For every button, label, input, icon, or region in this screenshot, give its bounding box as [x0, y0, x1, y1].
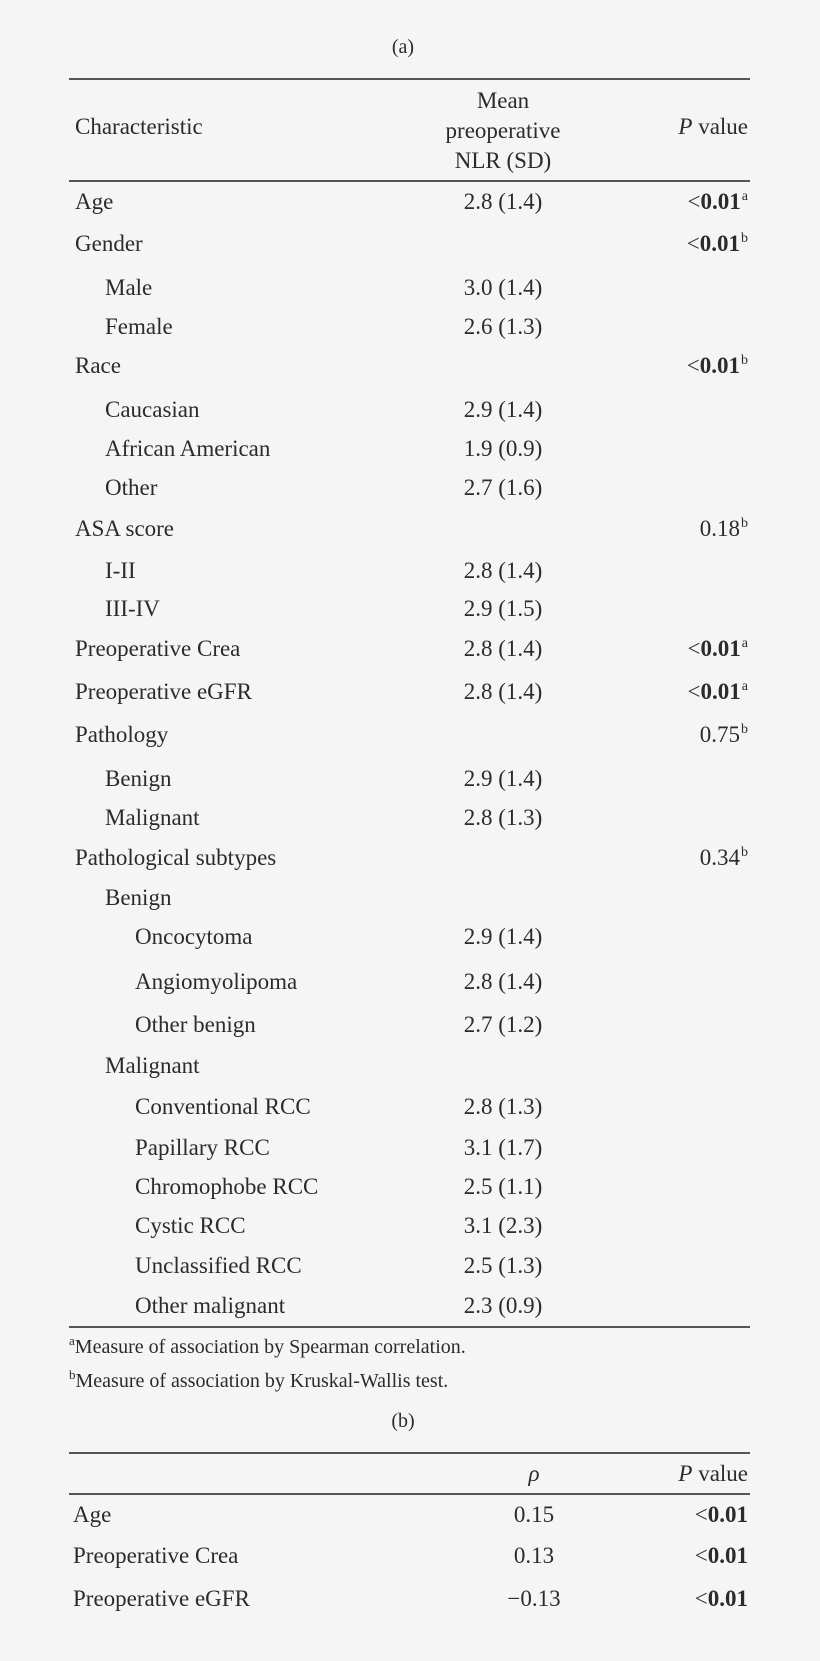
row-label: Male [105, 275, 153, 300]
table-row [69, 1005, 750, 1045]
row-p-value [747, 1046, 748, 1090]
row-p-value [747, 917, 748, 961]
p-bold: 0.01 [707, 1586, 748, 1611]
row-rho: 0.13 [513, 1543, 555, 1568]
row-mean-nlr: 2.8 (1.3) [463, 805, 543, 830]
header-p-rest: value [692, 114, 748, 139]
header-mean-line2: preoperative [445, 118, 561, 143]
p-bold: 0.01 [699, 353, 740, 378]
p-prefix: < [694, 1502, 708, 1527]
row-p-value [747, 1087, 748, 1131]
p-plain: 0.34 [699, 845, 740, 870]
row-p-value [747, 1005, 748, 1049]
footnote-a [69, 1333, 466, 1359]
p-plain: 0.18 [699, 516, 740, 541]
row-label: Other malignant [135, 1293, 286, 1318]
table-row [69, 390, 750, 430]
row-mean-nlr: 2.9 (1.4) [463, 397, 543, 422]
row-mean-nlr: 2.8 (1.4) [463, 558, 543, 583]
row-mean-nlr: 2.8 (1.4) [463, 189, 543, 214]
table-row [69, 629, 750, 669]
table-row [69, 878, 750, 918]
row-p-value [747, 1286, 748, 1330]
table-b-header [69, 1458, 750, 1490]
table-row [69, 1087, 750, 1127]
row-p-value [747, 1128, 748, 1172]
header-p-value [678, 114, 748, 140]
row-p-value [747, 1167, 748, 1211]
row-label: Pathological subtypes [75, 845, 277, 870]
p-prefix: < [687, 189, 701, 214]
p-prefix: < [687, 679, 701, 704]
p-footnote-mark: a [741, 679, 748, 694]
row-p-value [687, 224, 748, 268]
row-p-value [747, 429, 748, 473]
header-p-italic: P [678, 114, 693, 139]
row-label: Caucasian [105, 397, 200, 422]
table-row [69, 468, 750, 508]
p-bold: 0.01 [700, 679, 741, 704]
row-label: Conventional RCC [135, 1094, 311, 1119]
table-row [69, 1536, 750, 1576]
p-prefix: < [686, 231, 700, 256]
table-row [69, 224, 750, 264]
table-row [69, 1046, 750, 1086]
header-mean-line3: NLR (SD) [454, 148, 552, 173]
row-p-value [747, 307, 748, 351]
p-bold: 0.01 [700, 189, 741, 214]
header-characteristic: Characteristic [75, 114, 203, 139]
p-bold: 0.01 [707, 1543, 748, 1568]
row-p-value [747, 962, 748, 1006]
row-label: Malignant [105, 805, 200, 830]
table-row [69, 838, 750, 878]
p-prefix: < [694, 1586, 708, 1611]
p-prefix: < [686, 353, 700, 378]
table-row [69, 589, 750, 629]
row-label: Papillary RCC [135, 1135, 270, 1160]
row-mean-nlr: 2.3 (0.9) [463, 1293, 543, 1318]
row-rho: 0.15 [513, 1502, 555, 1527]
table-row [69, 962, 750, 1002]
p-bold: 0.01 [699, 231, 740, 256]
row-p-value [747, 390, 748, 434]
table-row [69, 1128, 750, 1168]
row-label: ASA score [75, 516, 175, 541]
table-row [69, 1167, 750, 1207]
table-b-top-rule [69, 1452, 750, 1454]
row-label: Benign [105, 766, 172, 791]
row-p-value [747, 468, 748, 512]
p-footnote-mark: b [741, 722, 748, 737]
row-mean-nlr: 3.1 (2.3) [463, 1213, 543, 1238]
table-row [69, 1579, 750, 1619]
row-mean-nlr: 2.5 (1.3) [463, 1253, 543, 1278]
table-row [69, 917, 750, 957]
row-mean-nlr: 3.0 (1.4) [463, 275, 543, 300]
table-row [69, 1206, 750, 1246]
table-a-caption: (a) [391, 36, 415, 58]
row-label: Age [73, 1502, 112, 1527]
row-mean-nlr: 2.6 (1.3) [463, 314, 543, 339]
footnote-b-mark: b [69, 1367, 76, 1382]
row-p-value [747, 1246, 748, 1290]
row-p-value [700, 509, 748, 553]
row-label: Preoperative Crea [75, 636, 241, 661]
row-mean-nlr: 2.9 (1.5) [463, 596, 543, 621]
p-footnote-mark: b [741, 516, 748, 531]
p-footnote-mark: b [741, 845, 748, 860]
row-rho: −0.13 [507, 1586, 561, 1611]
row-label: Age [75, 189, 114, 214]
table-row [69, 346, 750, 386]
table-row [69, 1246, 750, 1286]
row-p-value [695, 1495, 748, 1535]
header-mean-nlr [433, 86, 573, 176]
row-mean-nlr: 3.1 (1.7) [463, 1135, 543, 1160]
p-plain: 0.75 [699, 722, 740, 747]
row-p-value [688, 629, 748, 673]
row-label: Oncocytoma [135, 924, 253, 949]
table-a-header [69, 86, 750, 178]
table-a-bottom-rule [69, 1326, 750, 1328]
row-p-value [747, 798, 748, 842]
table-row [69, 1286, 750, 1326]
row-mean-nlr: 2.8 (1.4) [463, 969, 543, 994]
table-row [69, 1495, 750, 1535]
table-row [69, 268, 750, 308]
row-mean-nlr: 2.8 (1.3) [463, 1094, 543, 1119]
row-label: I-II [105, 558, 136, 583]
footnote-b-text: Measure of association by Kruskal-Wallis test. [75, 1370, 449, 1392]
table-a-top-rule [69, 78, 750, 80]
row-mean-nlr: 1.9 (0.9) [463, 436, 543, 461]
row-label: Preoperative eGFR [73, 1586, 250, 1611]
row-mean-nlr: 2.9 (1.4) [463, 924, 543, 949]
row-label: Malignant [105, 1053, 200, 1078]
row-label: Benign [105, 885, 172, 910]
row-label: Angiomyolipoma [135, 969, 298, 994]
table-row [69, 551, 750, 591]
row-mean-nlr: 2.8 (1.4) [463, 679, 543, 704]
row-mean-nlr: 2.9 (1.4) [463, 766, 543, 791]
row-label: African American [105, 436, 271, 461]
row-label: Chromophobe RCC [135, 1174, 319, 1199]
p-bold: 0.01 [700, 636, 741, 661]
p-prefix: < [694, 1543, 708, 1568]
p-footnote-mark: a [741, 189, 748, 204]
table-row [69, 307, 750, 347]
p-bold: 0.01 [707, 1502, 748, 1527]
row-label: Female [105, 314, 173, 339]
footnote-a-text: Measure of association by Spearman correlation. [74, 1336, 466, 1358]
p-footnote-mark: b [741, 353, 748, 368]
header-p-rest-b: value [692, 1461, 748, 1486]
row-label: Other [105, 475, 158, 500]
row-mean-nlr: 2.8 (1.4) [463, 636, 543, 661]
row-p-value [695, 1579, 748, 1619]
row-p-value [687, 346, 748, 390]
row-label: Pathology [75, 722, 169, 747]
row-label: Preoperative Crea [73, 1543, 239, 1568]
row-mean-nlr: 2.7 (1.2) [463, 1012, 543, 1037]
row-label: III-IV [105, 596, 160, 621]
row-p-value [688, 672, 748, 716]
row-p-value [700, 838, 748, 882]
table-row [69, 798, 750, 838]
row-p-value [688, 182, 748, 226]
row-p-value [700, 715, 748, 759]
table-row [69, 429, 750, 469]
table-b-caption: (b) [391, 1410, 415, 1432]
p-prefix: < [687, 636, 701, 661]
p-footnote-mark: b [741, 231, 748, 246]
row-label: Cystic RCC [135, 1213, 246, 1238]
header-mean-line1: Mean [476, 88, 530, 113]
p-footnote-mark: a [741, 636, 748, 651]
table-row [69, 672, 750, 712]
row-mean-nlr: 2.5 (1.1) [463, 1174, 543, 1199]
row-p-value [747, 759, 748, 803]
row-p-value [747, 589, 748, 633]
table-row [69, 182, 750, 222]
row-p-value [695, 1536, 748, 1576]
row-label: Other benign [135, 1012, 256, 1037]
row-label: Race [75, 353, 121, 378]
row-label: Gender [75, 231, 143, 256]
row-label: Preoperative eGFR [75, 679, 252, 704]
header-p-value-b [678, 1458, 748, 1490]
table-row [69, 759, 750, 799]
row-label: Unclassified RCC [135, 1253, 302, 1278]
row-mean-nlr: 2.7 (1.6) [463, 475, 543, 500]
footnote-b [69, 1367, 449, 1393]
footnote-a-mark: a [69, 1333, 75, 1348]
header-p-italic-b: P [678, 1461, 693, 1486]
row-p-value [747, 878, 748, 922]
row-p-value [747, 268, 748, 312]
table-row [69, 509, 750, 549]
row-p-value [747, 1206, 748, 1250]
header-rho: ρ [528, 1461, 540, 1486]
table-row [69, 715, 750, 755]
